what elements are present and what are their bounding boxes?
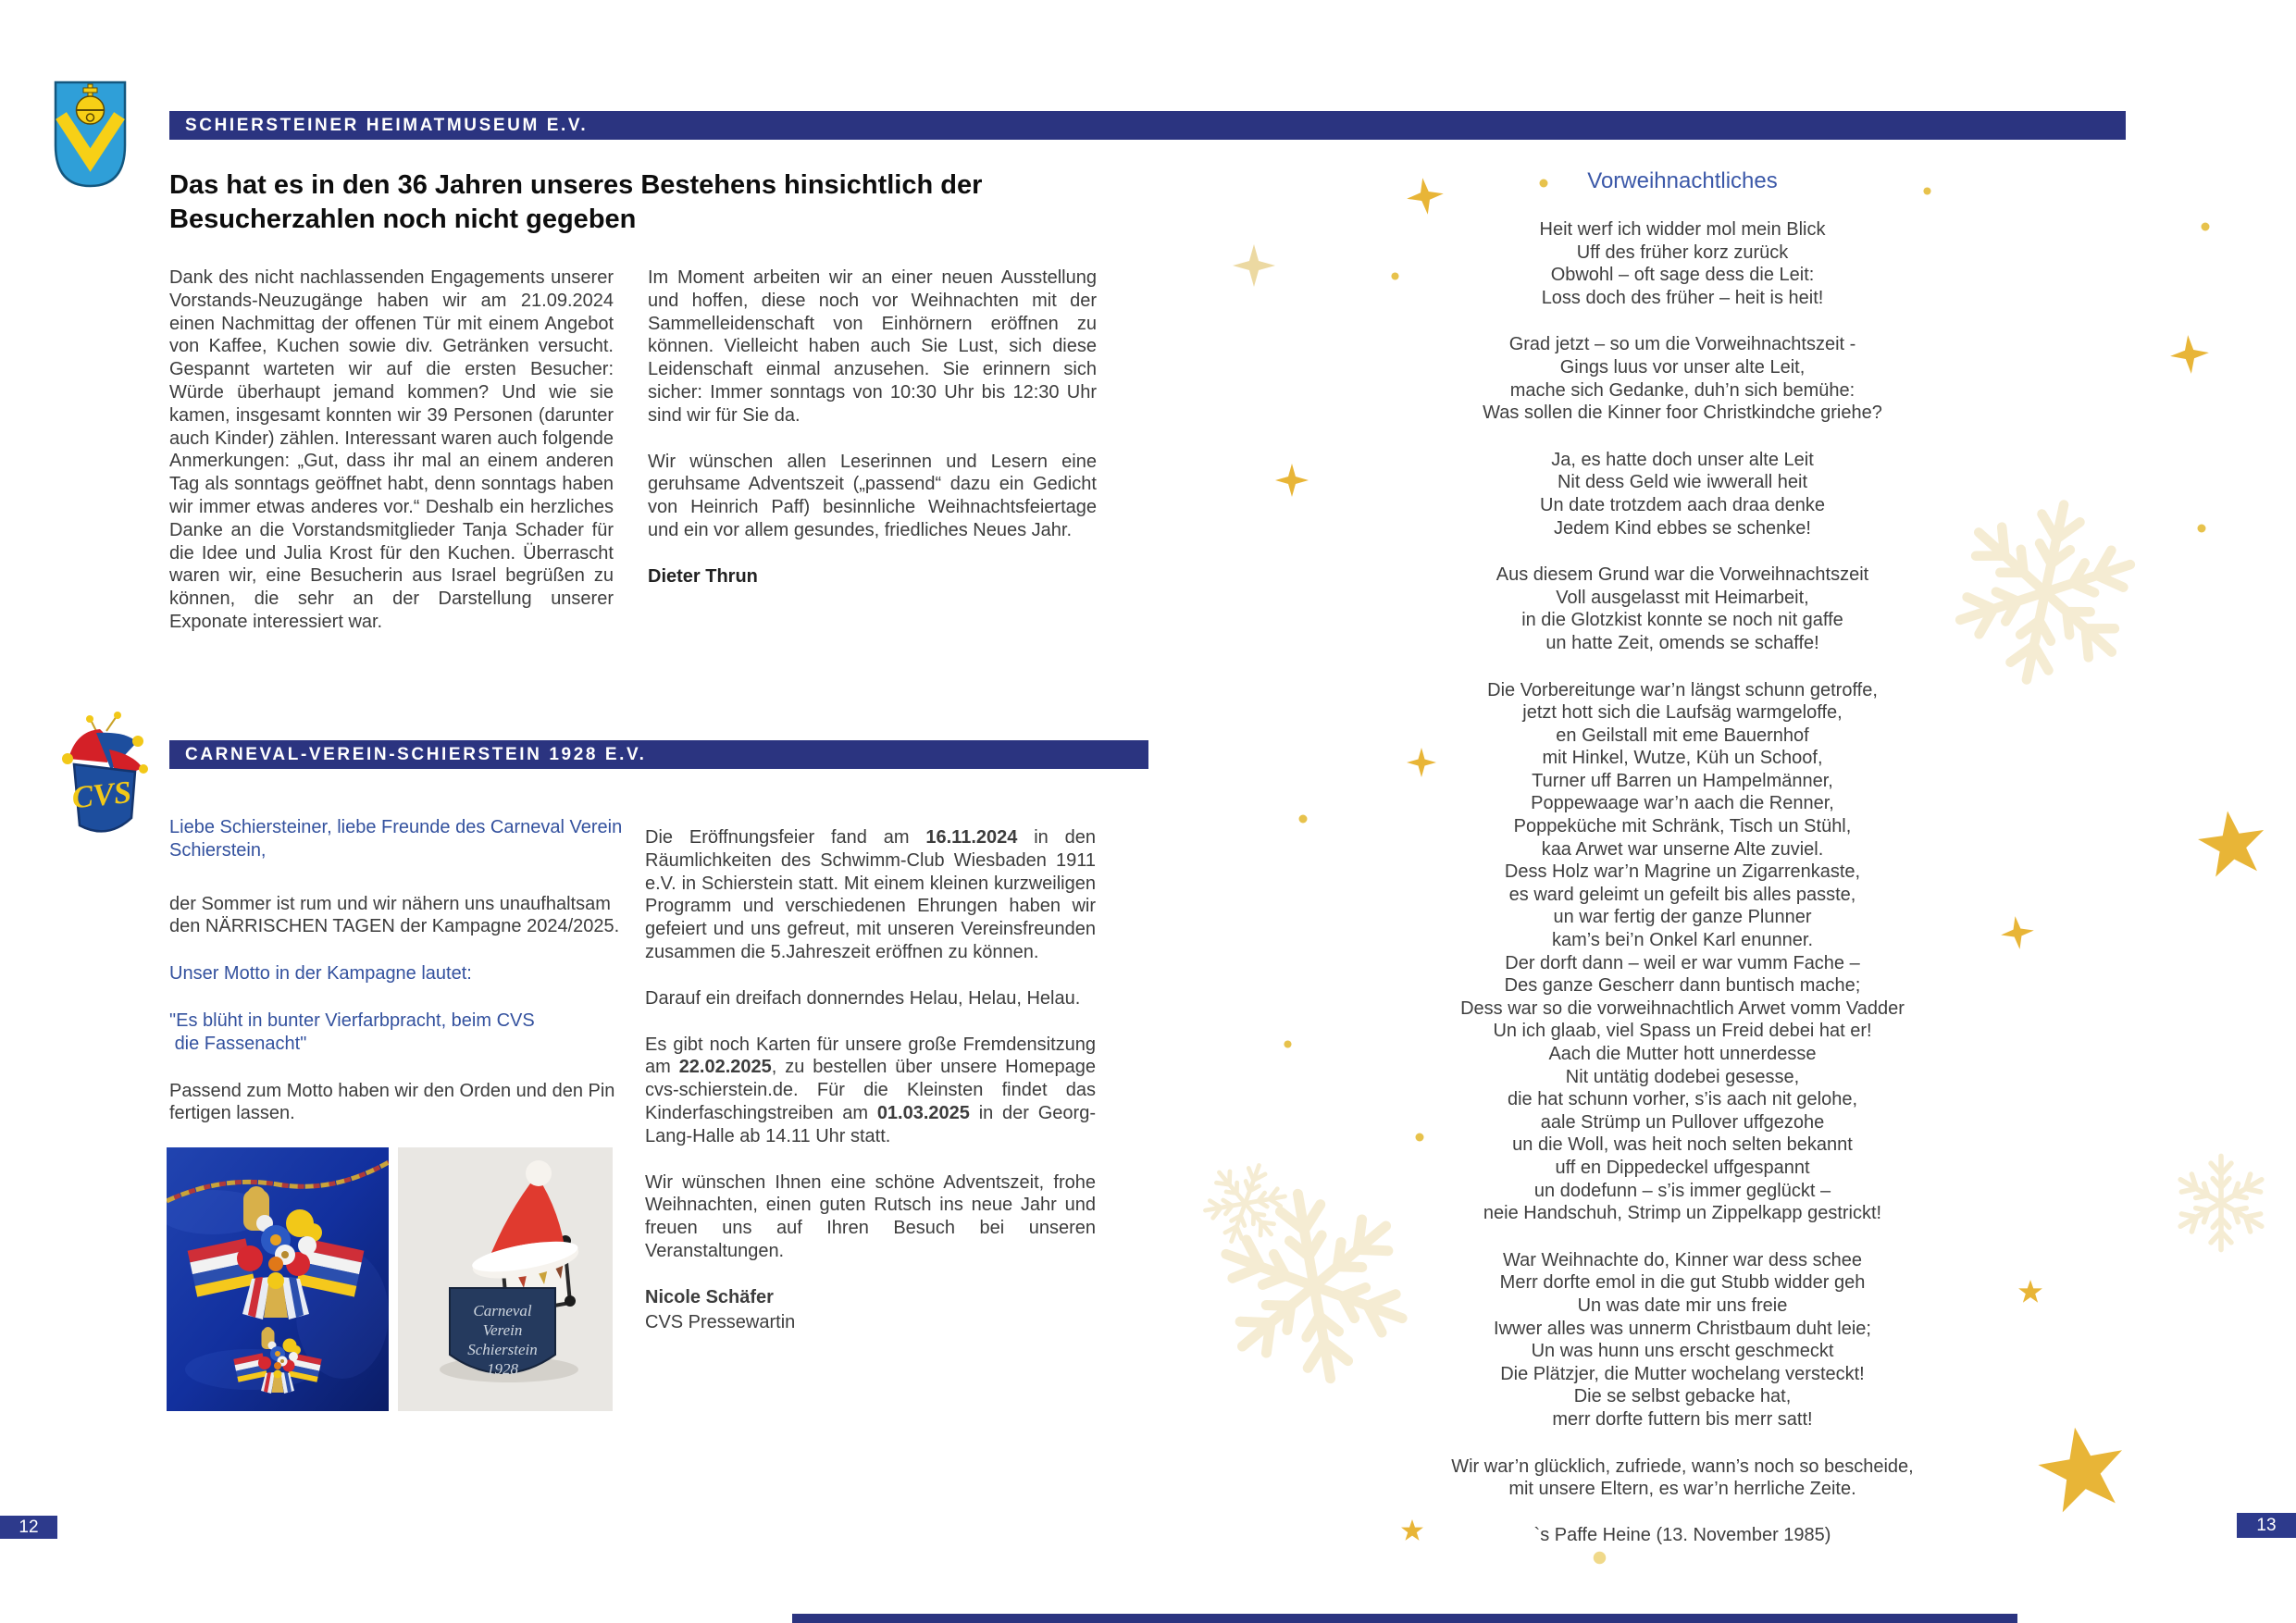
poem-stanza [1342,679,2023,1225]
museum-article-title: Das hat es in den 36 Jahren unseres Bestehens hinsichtlich der Besucherzahlen noch nicht gegeben [169,170,983,234]
star-icon [1275,464,1309,497]
paragraph [645,1286,1096,1309]
poem-line: Jedem Kind ebbes se schenke! [1554,517,1811,539]
pin-shield-line: Schierstein [467,1341,538,1358]
poem-line: Poppewaage war’n aach die Renner, [1531,793,1834,814]
poem-line: Die Plätzjer, die Mutter wochelang versteckt! [1500,1363,1865,1384]
bold-date-text: 01.03.2025 [876,1102,970,1123]
bottom-banner-edge [792,1614,2017,1623]
poem-line: in die Glotzkist konnte se noch nit gaffe [1521,610,1843,631]
paragraph-text: Wir wünschen Ihnen eine schöne Adventszeit, frohe Weihnachten, einen guten Rutsch ins neue Jahr und freuen uns auf Ihren Besuch bei unseren Veranstaltungen. [645,1171,1096,1261]
poem-line: jetzt hott sich die Laufsäg warmgeloffe, [1522,702,1843,724]
poem-line: Nit untätig dodebei gesesse, [1565,1066,1800,1087]
paragraph [645,1311,1096,1334]
poem-line: Obwohl – oft sage dess die Leit: [1550,265,1815,286]
poem-line: mit unsere Eltern, es war’n herrliche Zeite. [1508,1479,1856,1500]
poem-line: Heit werf ich widder mol mein Blick [1539,219,1826,240]
poem-line: mache sich Gedanke, duh’n sich bemühe: [1509,379,1855,401]
pin-shield-line: Carneval [473,1302,532,1319]
dot-icon [2201,222,2210,231]
santa-hat-pin-photo [398,1147,613,1413]
poem-stanzas [1342,218,2023,1501]
dot-icon [1284,1040,1292,1048]
paragraph-text: Es gibt noch Karten für unsere große Fremdensitzung am [645,1034,1096,1078]
museum-article-column-2 [648,266,1097,612]
carneval-salutation [169,816,632,862]
paragraph-text: in den Räumlichkeiten des Schwimm-Club Wiesbaden 1911 e.V. in Schierstein statt. Mit einem kleinen kurzweiligen Programm und verschiedenen Ehrungen haben wir gefeiert und uns gefreut, mit unseren Vereinsfreunden zusammen die 5.Jahreszeit eröffnen zu können. [645,827,1096,962]
poem-title: Vorweihnachtliches [1587,168,1778,193]
shield-crest-icon [51,79,130,190]
dot-icon [2197,524,2206,533]
salutation-line: Liebe Schiersteiner, liebe Freunde des Carneval Verein [169,817,623,837]
poem-line: Ja, es hatte doch unser alte Leit [1551,449,1814,470]
motto-line: die Fassenacht" [169,1033,307,1054]
pin-shield-line: 1928 [487,1360,518,1378]
poem-stanza [1342,449,2023,539]
poem-line: es ward geleimt un gefeilt bis alles passte, [1508,884,1856,905]
poem-line: Was sollen die Kinner foor Christkindche griehe? [1483,403,1882,424]
paragraph-text: , zu bestellen über unsere Homepage cvs-schierstein.de. Für die Kleinsten findet das Kinderfaschingstreiben am [645,1057,1097,1123]
poem-line: Un ich glaab, viel Spass un Freid debei hat er! [1493,1021,1872,1042]
poem-line: Merr dorfte emol in die gut Stubb widder geh [1499,1272,1866,1294]
poem-line: un dodefunn – s’is immer geglückt – [1533,1180,1831,1201]
poem-stanza [1342,564,2023,654]
poem-stanza [1342,1249,2023,1431]
cvs-crest-logo [56,711,153,848]
bold-date-text: 22.02.2025 [678,1057,772,1078]
carneval-column-2 [645,826,1096,1357]
star-icon [1233,244,1275,287]
jester-crest-icon [56,711,153,848]
museum-section-banner [169,111,2126,140]
bold-date-text: Nicole Schäfer [645,1286,774,1307]
carneval-summer-paragraph: der Sommer ist rum und wir nähern uns unaufhaltsam den NÄRRISCHEN TAGEN der Kampagne 2024/2025. [169,893,620,937]
carneval-motto [169,1010,632,1056]
poem-line: kam’s bei’n Onkel Karl enunner. [1551,930,1813,951]
poem-line: Der dorft dann – weil er war vumm Fache – [1505,952,1860,973]
page-number-right: 13 [2237,1513,2296,1538]
star-icon [2191,803,2273,885]
poem-line: Un was date mir uns freie [1577,1295,1788,1316]
poem-line: Grad jetzt – so um die Vorweihnachtszeit - [1508,334,1856,355]
snowflake-icon [2170,1152,2272,1254]
carneval-section-banner [169,740,1148,769]
poem-line: Dess Holz war’n Magrine un Zigarrenkaste, [1504,861,1861,883]
pin-shield-line: Verein [482,1321,523,1339]
museum-banner-label: SCHIERSTEINER HEIMATMUSEUM E.V. [185,116,589,135]
poem-column [1342,168,2023,1546]
dot-icon [1593,1551,1607,1565]
paragraph-text: in der Georg-Lang-Halle ab 14.11 Uhr statt. [645,1102,1096,1146]
paragraph [645,1171,1096,1263]
poem-line: Wir war’n glücklich, zufriede, wann’s noch so bescheide, [1451,1456,1914,1477]
motto-line: "Es blüht in bunter Vierfarbpracht, beim CVS [169,1010,535,1031]
page-number-left: 12 [0,1516,57,1539]
poem-line: mit Hinkel, Wutze, Küh un Schoof, [1542,748,1823,769]
poem-line: uff en Dippedeckel uffgespannt [1555,1157,1810,1178]
carneval-motto-label: Unser Motto in der Kampagne lautet: [169,963,472,985]
poem-stanza [1342,1456,2023,1501]
poem-line: Des ganze Gescherr dann buntisch mache; [1504,975,1861,997]
carneval-banner-label: CARNEVAL-VEREIN-SCHIERSTEIN 1928 E.V. [185,745,647,764]
dot-icon [1298,814,1308,824]
star-icon [2029,1416,2136,1523]
poem-line: Uff des früher korz zurück [1576,242,1789,263]
poem-line: Dess war so die vorweihnachtlich Arwet vomm Vadder [1460,997,1905,1019]
poem-line: merr dorfte futtern bis merr satt! [1552,1408,1813,1430]
paragraph-text: Darauf ein dreifach donnerndes Helau, Helau, Helau. [645,987,1081,1009]
museum-paragraph: Wir wünschen allen Leserinnen und Lesern eine geruhsame Adventszeit („passend“ dazu ein Gedicht von Heinrich Paff) besinnliche Weihnachtsfeiertage und ein vor allem gesundes, friedliches Neues Jahr. [648,451,1097,540]
poem-stanza [1342,218,2023,309]
star-icon [2168,333,2211,376]
poem-line: War Weihnachte do, Kinner war dess schee [1503,1249,1862,1270]
poem-line: Gings luus vor unser alte Leit, [1559,356,1806,378]
poem-line: Poppeküche mit Schränk, Tisch un Stühl, [1513,816,1852,837]
paragraph [645,987,1096,1010]
poem-line: un hatte Zeit, omends se schaffe! [1545,632,1819,653]
museum-paragraph: Im Moment arbeiten wir an einer neuen Ausstellung und hoffen, diese noch vor Weihnachten mit der Sammelleidenschaft von Einhörnern eröffnen zu können. Vielleicht haben auch Sie Lust, sich diese Leidenschaft einmal anzusehen. Sie erinnern sich sicher: Immer sonntags von 10:30 Uhr bis 12:30 Uhr sind wir für Sie da. [648,267,1097,426]
poem-line: kaa Arwet war unserne Alte zuviel. [1541,838,1824,860]
poem-line: Iwwer alles was unnerm Christbaum duht leie; [1494,1318,1871,1339]
bold-date-text: 16.11.2024 [925,827,1018,848]
poem-line: Aus diesem Grund war die Vorweihnachtszeit [1496,564,1869,586]
poem-line: un die Woll, was heit noch selten bekannt [1512,1134,1853,1156]
carneval-column-1 [169,816,632,1125]
paragraph-text: Die Eröffnungsfeier fand am [645,827,926,848]
cvs-crest-letters: CVS [70,774,133,816]
poem-line: Nit dess Geld wie iwwerall heit [1557,472,1808,493]
paragraph [645,1034,1096,1148]
poem-line: Un was hunn uns erscht geschmeckt [1531,1341,1834,1362]
poem-line: Aach die Mutter hott unnerdesse [1548,1044,1817,1064]
poem-line: Turner uff Barren un Hampelmänner, [1532,770,1833,791]
salutation-line: Schierstein, [169,839,267,861]
paragraph-text: CVS Pressewartin [645,1311,796,1332]
poem-line: aale Strümp un Pullover uffgezohe [1540,1111,1825,1133]
poem-line: en Geilstall mit eme Bauernhof [1556,725,1809,746]
poem-line: un war fertig der ganze Plunner [1553,907,1812,928]
poem-stanza [1342,333,2023,424]
heimatmuseum-crest-logo [51,79,130,190]
poem-line: Un date trotzdem aach draa denke [1540,494,1825,515]
poem-line: Die Vorbereitunge war’n längst schunn getroffe, [1487,679,1878,700]
carneval-orden-paragraph: Passend zum Motto haben wir den Orden und den Pin fertigen lassen. [169,1080,615,1124]
poem-line: Loss doch des früher – heit is heit! [1541,287,1824,308]
poem-line: Die se selbst gebacke hat, [1573,1386,1792,1407]
poem-attribution: `s Paffe Heine (13. November 1985) [1533,1524,1831,1545]
poem-line: Voll ausgelasst mit Heimarbeit, [1556,587,1809,608]
poem-line: die hat schunn vorher, s’is aach nit gelohe, [1507,1089,1858,1110]
museum-signature: Dieter Thrun [648,565,758,587]
poem-line: neie Handschuh, Strimp un Zippelkapp gestrickt! [1483,1203,1882,1224]
paragraph [645,826,1096,964]
orden-photo-illustration [167,1147,389,1411]
museum-article-column-1: Dank des nicht nachlassenden Engagements unserer Vorstands-Neuzugänge haben wir am 21.09.2024 einen Nachmittag der offenen Tür mit einem Angebot von Kaffee, Kuchen sowie div. Getränken versucht. Gespannt warteten wir auf die ersten Besucher: Würde überhaupt jemand kommen? Und wie sie kamen, insgesamt konnten wir 39 Personen (darunter auch Kinder) zählen. Interessant waren auch folgende Anmerkungen: „Gut, dass ihr mal an einem anderen Tag als sonntags geöffnet habt, denn sonntags haben wir immer etwas anderes vor.“ Deshalb ein herzliches Danke an die Vorstandsmitglieder Tanja Schader für die Idee und Julia Krost für den Kuchen. Überrascht waren wir, eine Besucherin aus Israel begrüßen zu können, die sehr an der Darstellung unserer Exponate interessiert war. [169,267,614,632]
pin-photo-illustration [398,1147,613,1411]
orden-pin-photo [167,1147,389,1413]
